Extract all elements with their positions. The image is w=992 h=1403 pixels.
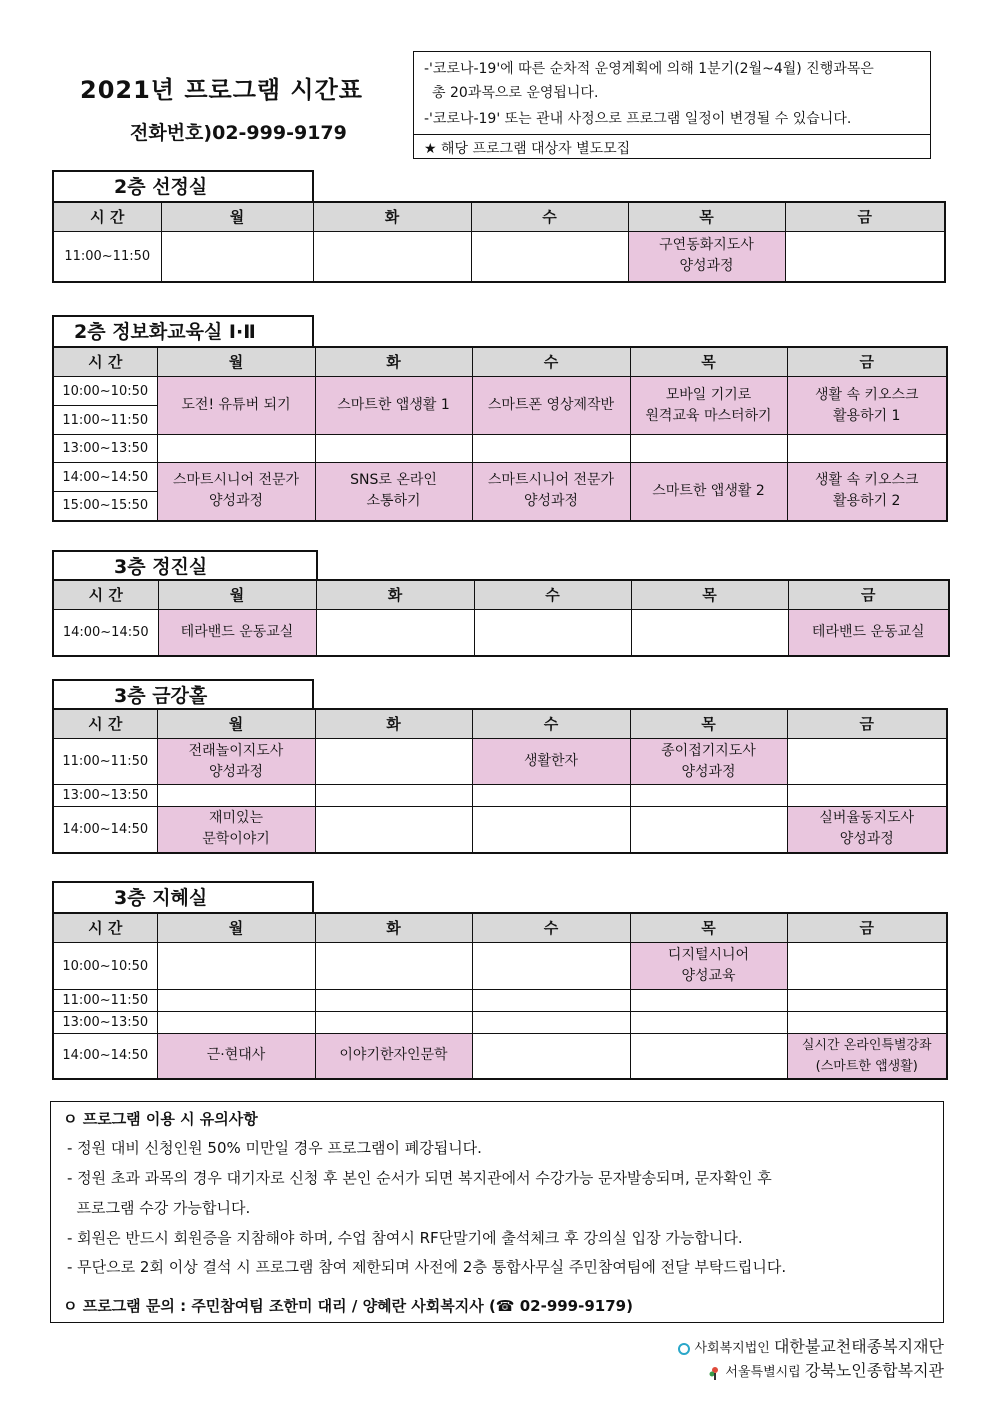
- class-cell: [472, 943, 630, 990]
- class-cell: 테라밴드 운동교실: [158, 610, 316, 656]
- page-title: 2021년 프로그램 시간표: [80, 76, 363, 104]
- col-header-fri: 금: [788, 580, 949, 610]
- note-item: - 회원은 반드시 회원증을 지참해야 하며, 수업 참여시 RF단말기에 출석체크 후 강의실 입장 가능합니다.: [67, 1229, 743, 1247]
- notes-heading: ㅇ 프로그램 이용 시 유의사항: [63, 1110, 258, 1128]
- time-cell: 10:00~10:50: [53, 377, 157, 406]
- class-cell: 구연동화지도사 양성과정: [628, 232, 785, 282]
- time-cell: 14:00~14:50: [53, 463, 157, 492]
- col-header-fri: 금: [787, 347, 947, 377]
- col-header-time: 시 간: [53, 709, 157, 739]
- note-item: - 정원 대비 신청인원 50% 미만일 경우 프로그램이 폐강됩니다.: [67, 1139, 482, 1157]
- class-cell: SNS로 온라인 소통하기: [315, 463, 472, 521]
- table-row: [53, 943, 947, 990]
- class-cell: [630, 990, 787, 1012]
- notice-box: [413, 51, 931, 159]
- col-header-thu: 목: [630, 913, 787, 943]
- class-cell: [787, 435, 947, 463]
- class-cell: [313, 232, 471, 282]
- col-header-fri: 금: [785, 202, 945, 232]
- time-cell: 14:00~14:50: [53, 610, 158, 656]
- class-cell: [787, 785, 947, 807]
- class-cell: 실시간 온라인특별강좌 (스마트한 앱생활): [787, 1034, 947, 1079]
- col-header-mon: 월: [158, 580, 316, 610]
- table-row: [53, 1012, 947, 1034]
- class-cell: [157, 435, 315, 463]
- center-logo-icon: [709, 1366, 721, 1380]
- notice-line: ★ 해당 프로그램 대상자 별도모집: [424, 141, 631, 157]
- table-header-row: [53, 709, 947, 739]
- phone-number: 전화번호)02-999-9179: [130, 122, 347, 144]
- class-cell: 도전! 유튜버 되기: [157, 377, 315, 435]
- col-header-time: 시 간: [53, 347, 157, 377]
- col-header-thu: 목: [631, 580, 788, 610]
- class-cell: [630, 785, 787, 807]
- col-header-tue: 화: [313, 202, 471, 232]
- table-row: [53, 377, 947, 406]
- class-cell: 생활 속 키오스크 활용하기 1: [787, 377, 947, 435]
- col-header-thu: 목: [628, 202, 785, 232]
- class-cell: 스마트폰 영상제작반: [472, 377, 630, 435]
- contact-line: ㅇ 프로그램 문의 : 주민참여팀 조한미 대리 / 양혜란 사회복지사 (☎ 02-999-9179): [63, 1297, 633, 1315]
- timetable: [52, 708, 948, 854]
- section-title: 3층 금강홀: [52, 679, 314, 711]
- class-cell: 이야기한자인문학: [315, 1034, 472, 1079]
- col-header-mon: 월: [157, 709, 315, 739]
- timetable: [52, 912, 948, 1080]
- time-cell: 14:00~14:50: [53, 1034, 157, 1079]
- org-name: 대한불교천태종복지재단: [773, 1337, 944, 1356]
- notice-divider: [414, 134, 930, 135]
- class-cell: [787, 943, 947, 990]
- class-cell: [787, 990, 947, 1012]
- class-cell: [157, 943, 315, 990]
- time-cell: 11:00~11:50: [53, 990, 157, 1012]
- class-cell: [157, 990, 315, 1012]
- note-item: - 정원 초과 과목의 경우 대기자로 신청 후 본인 순서가 되면 복지관에서 수강가능 문자발송되며, 문자확인 후: [67, 1169, 772, 1187]
- col-header-tue: 화: [315, 913, 472, 943]
- class-cell: [315, 435, 472, 463]
- col-header-time: 시 간: [53, 580, 158, 610]
- col-header-fri: 금: [787, 709, 947, 739]
- usage-notes: [50, 1101, 944, 1323]
- col-header-wed: 수: [472, 913, 630, 943]
- notice-line: -'코로나-19'에 따른 순차적 운영계획에 의해 1분기(2월~4월) 진행과목은: [424, 61, 874, 77]
- notice-line: -'코로나-19' 또는 관내 사정으로 프로그램 일정이 변경될 수 있습니다.: [424, 111, 852, 127]
- class-cell: [315, 785, 472, 807]
- org-name: 강북노인종합복지관: [804, 1361, 944, 1380]
- time-cell: 11:00~11:50: [53, 406, 157, 435]
- class-cell: [157, 1012, 315, 1034]
- class-cell: [630, 1012, 787, 1034]
- time-cell: 14:00~14:50: [53, 807, 157, 853]
- notice-line: 총 20과목으로 운영됩니다.: [432, 85, 599, 101]
- table-row: [53, 232, 945, 282]
- class-cell: 실버율동지도사 양성과정: [787, 807, 947, 853]
- col-header-thu: 목: [630, 347, 787, 377]
- col-header-wed: 수: [474, 580, 631, 610]
- timetable: [52, 346, 948, 522]
- foundation-logo-icon: [678, 1343, 690, 1355]
- time-cell: 13:00~13:50: [53, 1012, 157, 1034]
- col-header-mon: 월: [157, 913, 315, 943]
- class-cell: 모바일 기기로 원격교육 마스터하기: [630, 377, 787, 435]
- class-cell: 스마트한 앱생활 1: [315, 377, 472, 435]
- col-header-thu: 목: [630, 709, 787, 739]
- class-cell: [161, 232, 313, 282]
- class-cell: 재미있는 문학이야기: [157, 807, 315, 853]
- class-cell: [631, 610, 788, 656]
- table-row: [53, 1034, 947, 1079]
- time-cell: 13:00~13:50: [53, 435, 157, 463]
- class-cell: [316, 610, 474, 656]
- time-cell: 11:00~11:50: [53, 232, 161, 282]
- timetable: [52, 579, 950, 657]
- class-cell: [472, 1012, 630, 1034]
- col-header-fri: 금: [787, 913, 947, 943]
- time-cell: 15:00~15:50: [53, 492, 157, 521]
- class-cell: [315, 990, 472, 1012]
- class-cell: 스마트한 앱생활 2: [630, 463, 787, 521]
- class-cell: [315, 807, 472, 853]
- class-cell: 테라밴드 운동교실: [788, 610, 949, 656]
- col-header-tue: 화: [316, 580, 474, 610]
- class-cell: [472, 435, 630, 463]
- section-title: 3층 지혜실: [52, 881, 314, 913]
- table-row: [53, 807, 947, 853]
- timetable: [52, 201, 946, 283]
- table-row: [53, 739, 947, 785]
- time-cell: 13:00~13:50: [53, 785, 157, 807]
- org-label-small: 사회복지법인: [694, 1341, 770, 1356]
- table-row: [53, 610, 949, 656]
- section-title: 2층 정보화교육실 Ⅰ·Ⅱ: [52, 315, 314, 347]
- col-header-time: 시 간: [53, 202, 161, 232]
- col-header-mon: 월: [157, 347, 315, 377]
- org-center: [709, 1358, 944, 1381]
- class-cell: 생활한자: [472, 739, 630, 785]
- class-cell: [474, 610, 631, 656]
- section-title: 2층 선정실: [52, 170, 314, 202]
- class-cell: [315, 943, 472, 990]
- time-cell: 10:00~10:50: [53, 943, 157, 990]
- table-row: [53, 785, 947, 807]
- class-cell: [471, 232, 628, 282]
- class-cell: [157, 785, 315, 807]
- note-item: 프로그램 수강 가능합니다.: [67, 1199, 251, 1217]
- class-cell: 종이접기지도사 양성과정: [630, 739, 787, 785]
- table-header-row: [53, 580, 949, 610]
- class-cell: 스마트시니어 전문가 양성과정: [157, 463, 315, 521]
- col-header-wed: 수: [471, 202, 628, 232]
- class-cell: [785, 232, 945, 282]
- col-header-tue: 화: [315, 709, 472, 739]
- col-header-time: 시 간: [53, 913, 157, 943]
- table-row: [53, 463, 947, 492]
- table-row: [53, 990, 947, 1012]
- class-cell: [787, 1012, 947, 1034]
- class-cell: 디지털시니어 양성교육: [630, 943, 787, 990]
- class-cell: [630, 1034, 787, 1079]
- class-cell: 전래놀이지도사 양성과정: [157, 739, 315, 785]
- table-header-row: [53, 347, 947, 377]
- class-cell: [472, 807, 630, 853]
- table-row: [53, 435, 947, 463]
- class-cell: [315, 739, 472, 785]
- table-header-row: [53, 913, 947, 943]
- col-header-tue: 화: [315, 347, 472, 377]
- time-cell: 11:00~11:50: [53, 739, 157, 785]
- class-cell: [472, 785, 630, 807]
- col-header-wed: 수: [472, 347, 630, 377]
- class-cell: [630, 807, 787, 853]
- class-cell: [787, 739, 947, 785]
- table-header-row: [53, 202, 945, 232]
- col-header-mon: 월: [161, 202, 313, 232]
- class-cell: [472, 1034, 630, 1079]
- col-header-wed: 수: [472, 709, 630, 739]
- class-cell: 스마트시니어 전문가 양성과정: [472, 463, 630, 521]
- class-cell: [472, 990, 630, 1012]
- note-item: - 무단으로 2회 이상 결석 시 프로그램 참여 제한되며 사전에 2층 통합사무실 주민참여팀에 전달 부탁드립니다.: [67, 1258, 787, 1276]
- section-title: 3층 정진실: [52, 550, 318, 582]
- org-foundation: [678, 1334, 944, 1357]
- org-label-small: 서울특별시립: [725, 1365, 801, 1380]
- class-cell: 생활 속 키오스크 활용하기 2: [787, 463, 947, 521]
- class-cell: [315, 1012, 472, 1034]
- class-cell: 근·현대사: [157, 1034, 315, 1079]
- class-cell: [630, 435, 787, 463]
